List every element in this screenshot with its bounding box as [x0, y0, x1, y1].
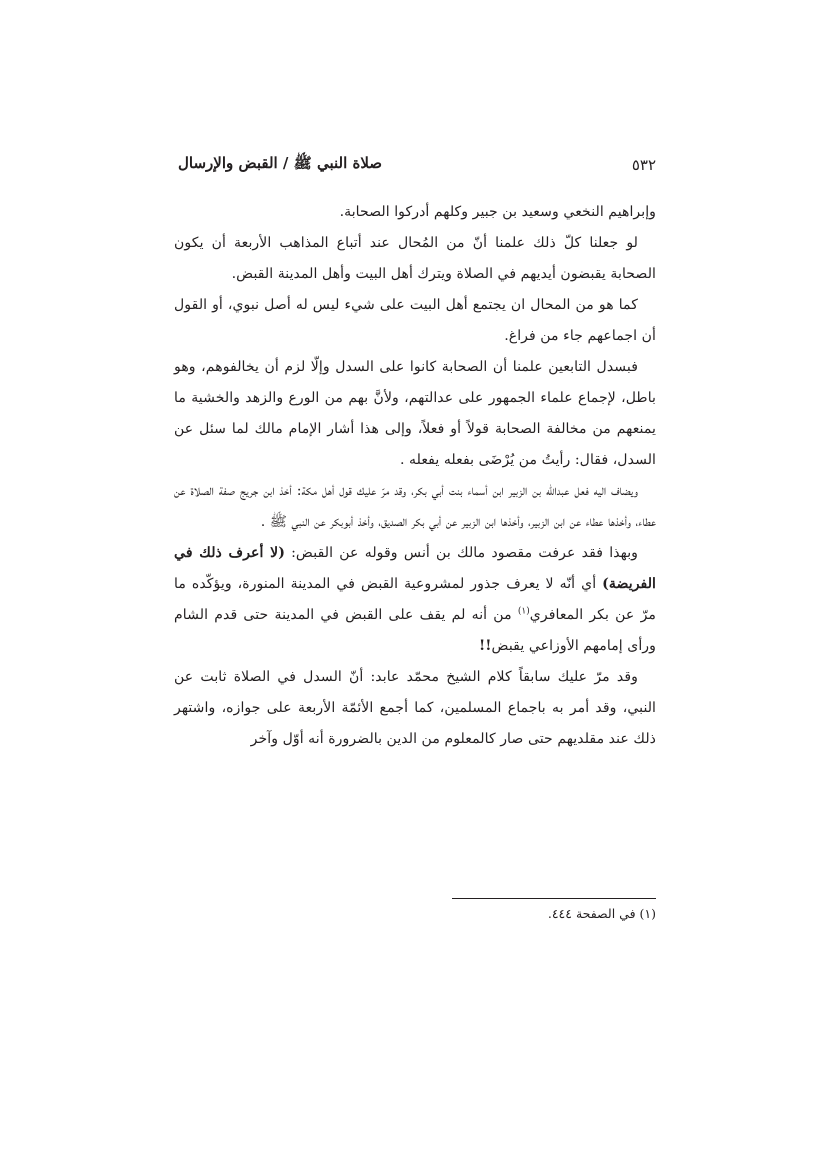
footnote: (١) في الصفحة ٤٤٤. [547, 906, 656, 921]
paragraph-2: لو جعلنا كلّ ذلك علمنا أنّ من المُحال عند أتباع المذاهب الأربعة أن يكون الصحابة يقبضون أيديهم في الصلاة ويترك أهل البيت وأهل المدينة القبض. [174, 235, 656, 282]
paragraph-6-before: وبهذا فقد عرفت مقصود مالك بن أنس وقوله عن القبض: [284, 545, 638, 561]
footnote-divider [452, 898, 656, 899]
footnote-reference[interactable]: (١) [517, 606, 530, 617]
paragraph-5: ويضاف اليه فعل عبدالله بن الزبير ابن أسماء بنت أبي بكر، وقد مرّ عليك قول أهل مكة: أخذ ابن جريج صفة الصلاة عن عطاء، وأخذها عطاء عن ابن الزبير، وأخذها ابن الزبير عن أبي بكر الصديق، وأخذ أبوبكر عن النبي ﷺ . [174, 483, 656, 530]
paragraph-6-after2: من أنه لم يقف على القبض في المدينة حتى قدم الشام ورأى إمامهم الأوزاعي يقبض [174, 607, 656, 654]
malik-quote: (لا أعرف ذلك في الفريضة) [174, 545, 656, 592]
paragraph-4: فبسدل التابعين علمنا أن الصحابة كانوا على السدل وإلّا لزم أن يخالفوهم، وهو باطل، لإجماع علماء الجمهور على عدالتهم، ولأنَّ بهم من الورع والزهد والخشية ما يمنعهم من مخالفة الصحابة قولاً أو فعلاً، وإلى هذا أشار الإمام مالك لما سئل عن السدل، فقال: رأيتُ من يُرْضَى بفعله يفعله . [174, 359, 656, 468]
paragraph-3: كما هو من المحال ان يجتمع أهل البيت على شيء ليس له أصل نبوي، أو القول أن اجماعهم جاء من فراغ. [174, 297, 656, 344]
page-number: ٥٣٢ [631, 156, 656, 174]
paragraph-6-after: أي أنّه لا يعرف جذور لمشروعية القبض في المدينة المنورة، ويؤكّده ما مرّ عن بكر المعافري [174, 576, 656, 623]
paragraph-7: وقد مرّ عليك سابقاً كلام الشيخ محمّد عابد: أنّ السدل في الصلاة ثابت عن النبي، وقد أمر به باجماع المسلمين، كما أجمع الأئمّة الأربعة على جوازه، واشتهر ذلك عند مقلديهم حتى صار كالمعلوم من الدين بالضرورة أنه أوّل وآخر [174, 669, 656, 747]
exclamation: !! [479, 638, 492, 654]
running-title: صلاة النبي ﷺ / القبض والإرسال [178, 154, 383, 172]
body-text [174, 197, 656, 755]
page-header [178, 152, 656, 178]
paragraph-6 [174, 538, 656, 662]
paragraph-1: وإبراهيم النخعي وسعيد بن جبير وكلهم أدركوا الصحابة. [339, 204, 656, 220]
